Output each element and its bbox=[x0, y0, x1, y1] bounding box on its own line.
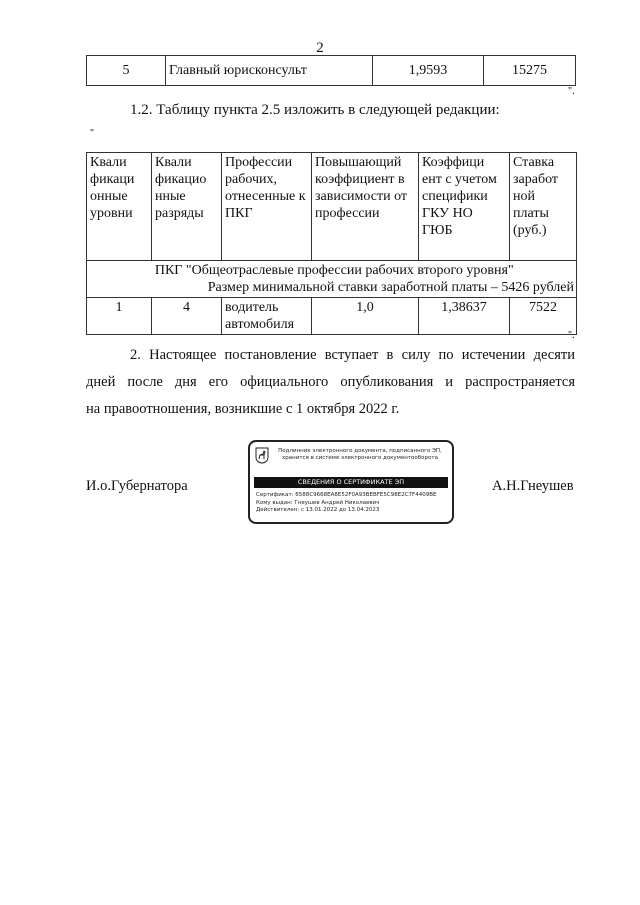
cell: Главный юрисконсульт bbox=[166, 56, 373, 86]
closing-quote: ". bbox=[568, 86, 575, 97]
cell: 15275 bbox=[484, 56, 576, 86]
stamp-issued-to: Кому выдан: Гнеушев Андрей Николаевич bbox=[256, 499, 380, 506]
cell: 1,9593 bbox=[373, 56, 484, 86]
group-cell bbox=[152, 261, 577, 298]
table-row bbox=[87, 298, 577, 335]
salary-table-fragment bbox=[86, 55, 576, 86]
stamp-notice: Подлинник электронного документа, подписанного ЭП, хранится в системе электронного документооборота bbox=[278, 448, 442, 461]
stamp-details bbox=[256, 492, 436, 515]
opening-quote: " bbox=[90, 128, 95, 139]
header-cell: Коэффици ент с учетом специфики ГКУ НО ГЮБ bbox=[419, 153, 510, 261]
group-title: ПКГ "Общеотраслевые профессии рабочих второго уровня" bbox=[154, 263, 514, 278]
cell: 1 bbox=[87, 298, 152, 335]
electronic-signature-stamp bbox=[248, 440, 454, 524]
coat-of-arms-icon bbox=[255, 447, 269, 464]
cell: 7522 bbox=[510, 298, 577, 335]
header-cell: Ставка заработ ной платы (руб.) bbox=[510, 153, 577, 261]
signatory-name: А.Н.Гнеушев bbox=[492, 478, 574, 494]
table-row bbox=[87, 56, 576, 86]
page-number: 2 bbox=[316, 40, 324, 56]
stamp-certificate: Сертификат: 6588C9668EA8E52F0A93BEBFE5C98E2C7F4409BE bbox=[256, 492, 437, 498]
group-row bbox=[87, 261, 577, 298]
header-cell: Квали фикацио нные разряды bbox=[152, 153, 222, 261]
cell: 1,0 bbox=[312, 298, 419, 335]
cell: 1,38637 bbox=[419, 298, 510, 335]
group-min-rate: Размер минимальной ставки заработной платы – 5426 рублей bbox=[207, 280, 574, 295]
salary-table bbox=[86, 152, 577, 335]
item-2-line: дней после дня его официального опубликования и распространяется bbox=[86, 374, 575, 390]
cell: водитель автомобиля bbox=[222, 298, 312, 335]
item-2-last-line: на правоотношения, возникшие с 1 октября 2022 г. bbox=[86, 401, 400, 417]
cell: 4 bbox=[152, 298, 222, 335]
cell: 5 bbox=[87, 56, 166, 86]
table-header-row bbox=[87, 153, 577, 261]
header-cell: Профессии рабочих, отнесенные к ПКГ bbox=[222, 153, 312, 261]
item-1-2: 1.2. Таблицу пункта 2.5 изложить в следующей редакции: bbox=[130, 102, 500, 118]
item-2-line: 2. Настоящее постановление вступает в силу по истечении десяти bbox=[130, 347, 575, 363]
header-cell: Квали фикаци онные уровни bbox=[87, 153, 152, 261]
closing-quote: ". bbox=[568, 330, 575, 341]
stamp-title: СВЕДЕНИЯ О СЕРТИФИКАТЕ ЭП bbox=[254, 477, 448, 488]
signatory-position: И.о.Губернатора bbox=[86, 478, 188, 494]
stamp-validity: Действителен: с 13.01.2022 до 13.04.2023 bbox=[256, 507, 380, 513]
header-cell: Повышающий коэффициент в зависимости от профессии bbox=[312, 153, 419, 261]
